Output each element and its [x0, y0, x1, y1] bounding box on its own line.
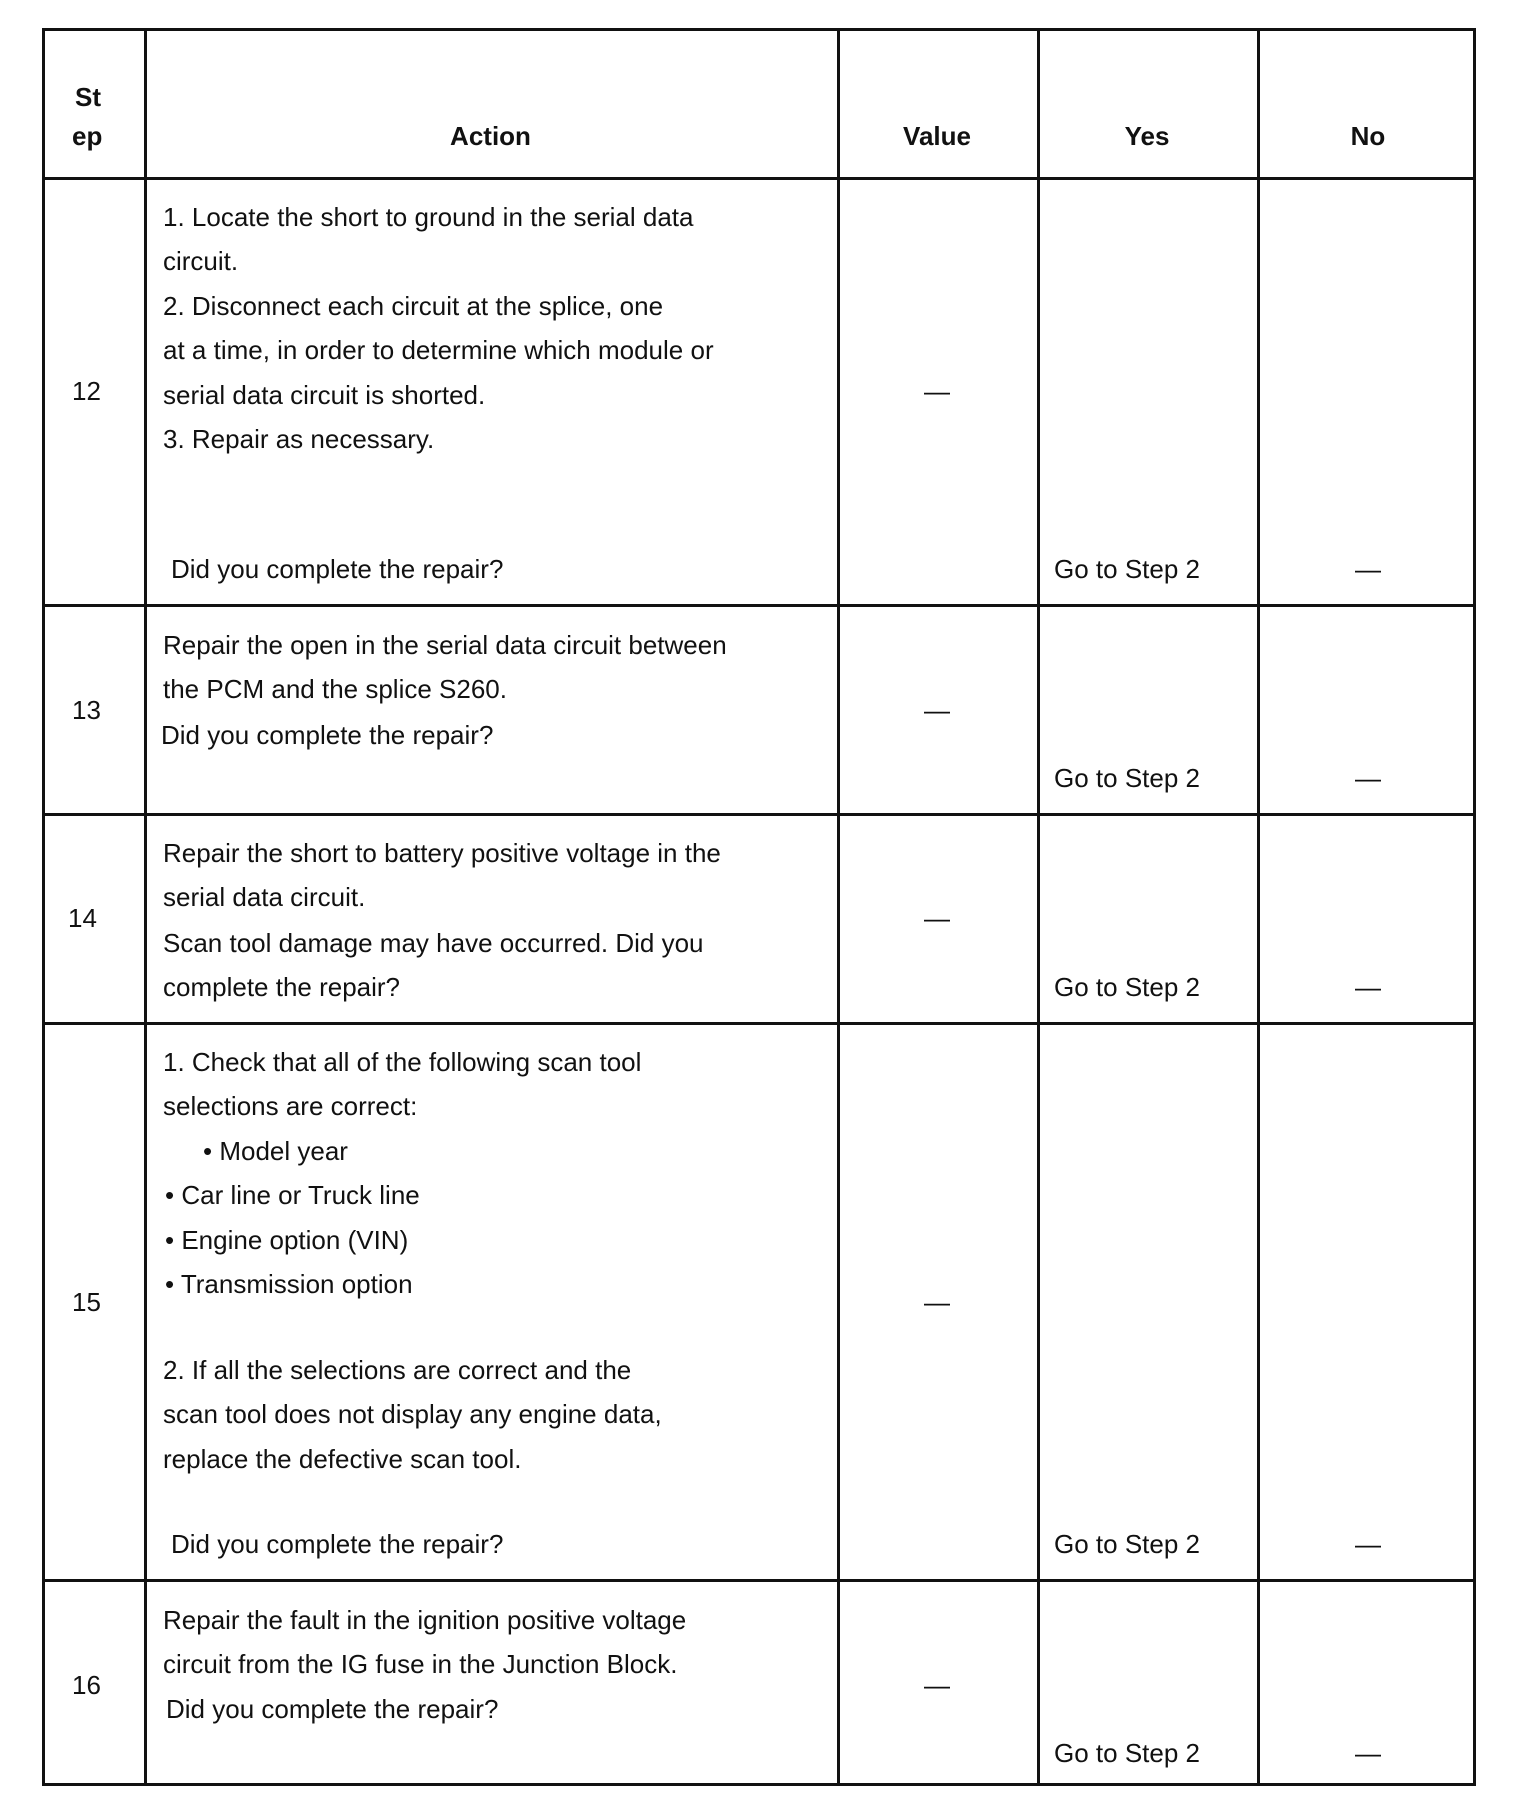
- step-number: 15: [72, 1287, 101, 1317]
- row-divider: [45, 604, 1473, 607]
- yes-cell: Go to Step 2: [1054, 1529, 1200, 1559]
- yes-cell: Go to Step 2: [1054, 763, 1200, 793]
- header-value: Value: [903, 121, 971, 151]
- yes-cell: Go to Step 2: [1054, 1738, 1200, 1768]
- action-line: the PCM and the splice S260.: [163, 674, 507, 704]
- action-line: circuit from the IG fuse in the Junction Block.: [163, 1649, 678, 1679]
- action-line: serial data circuit.: [163, 882, 366, 912]
- step-number: 13: [72, 695, 101, 725]
- action-line: 2. Disconnect each circuit at the splice, one: [163, 291, 664, 321]
- step-number: 14: [68, 903, 97, 933]
- yes-cell: Go to Step 2: [1054, 554, 1200, 584]
- row-divider: [45, 1022, 1473, 1025]
- action-line: Repair the open in the serial data circuit between: [163, 630, 727, 660]
- no-cell: —: [1355, 763, 1381, 793]
- bullet-item: • Model year: [203, 1136, 348, 1166]
- value-cell: —: [924, 1287, 950, 1317]
- no-cell: —: [1355, 972, 1381, 1002]
- column-divider: [1257, 31, 1260, 1783]
- action-question: Did you complete the repair?: [161, 720, 494, 750]
- header-action: Action: [450, 121, 531, 151]
- action-line: selections are correct:: [163, 1091, 418, 1121]
- column-divider: [1037, 31, 1040, 1783]
- row-divider: [45, 813, 1473, 816]
- action-line: replace the defective scan tool.: [163, 1444, 522, 1474]
- bullet-item: • Car line or Truck line: [165, 1180, 420, 1210]
- action-line: complete the repair?: [163, 972, 401, 1002]
- action-line: 2. If all the selections are correct and the: [163, 1355, 632, 1385]
- yes-cell: Go to Step 2: [1054, 972, 1200, 1002]
- column-divider: [144, 31, 147, 1783]
- action-line: Scan tool damage may have occurred. Did you: [163, 928, 704, 958]
- action-line: circuit.: [163, 246, 239, 276]
- action-line: at a time, in order to determine which module or: [163, 335, 714, 365]
- action-line: Repair the short to battery positive voltage in the: [163, 838, 721, 868]
- value-cell: —: [924, 695, 950, 725]
- row-divider: [45, 177, 1473, 180]
- step-number: 16: [72, 1670, 101, 1700]
- action-question: Did you complete the repair?: [166, 1694, 499, 1724]
- action-line: 1. Check that all of the following scan tool: [163, 1047, 642, 1077]
- value-cell: —: [924, 376, 950, 406]
- diagnostic-table: [42, 28, 1476, 1786]
- header-step-line2: ep: [72, 121, 103, 151]
- action-line: serial data circuit is shorted.: [163, 380, 486, 410]
- header-yes: Yes: [1124, 121, 1170, 151]
- row-divider: [45, 1579, 1473, 1582]
- header-no: No: [1350, 121, 1386, 151]
- action-line: 3. Repair as necessary.: [163, 424, 435, 454]
- value-cell: —: [924, 903, 950, 933]
- no-cell: —: [1355, 1529, 1381, 1559]
- no-cell: —: [1355, 1738, 1381, 1768]
- action-line: Repair the fault in the ignition positive voltage: [163, 1605, 687, 1635]
- no-cell: —: [1355, 554, 1381, 584]
- action-question: Did you complete the repair?: [171, 554, 504, 584]
- header-step-line1: St: [75, 82, 101, 112]
- action-line: scan tool does not display any engine data,: [163, 1399, 662, 1429]
- action-question: Did you complete the repair?: [171, 1529, 504, 1559]
- bullet-item: • Engine option (VIN): [165, 1225, 409, 1255]
- action-line: 1. Locate the short to ground in the serial data: [163, 202, 694, 232]
- step-number: 12: [72, 376, 101, 406]
- value-cell: —: [924, 1670, 950, 1700]
- bullet-item: • Transmission option: [165, 1269, 413, 1299]
